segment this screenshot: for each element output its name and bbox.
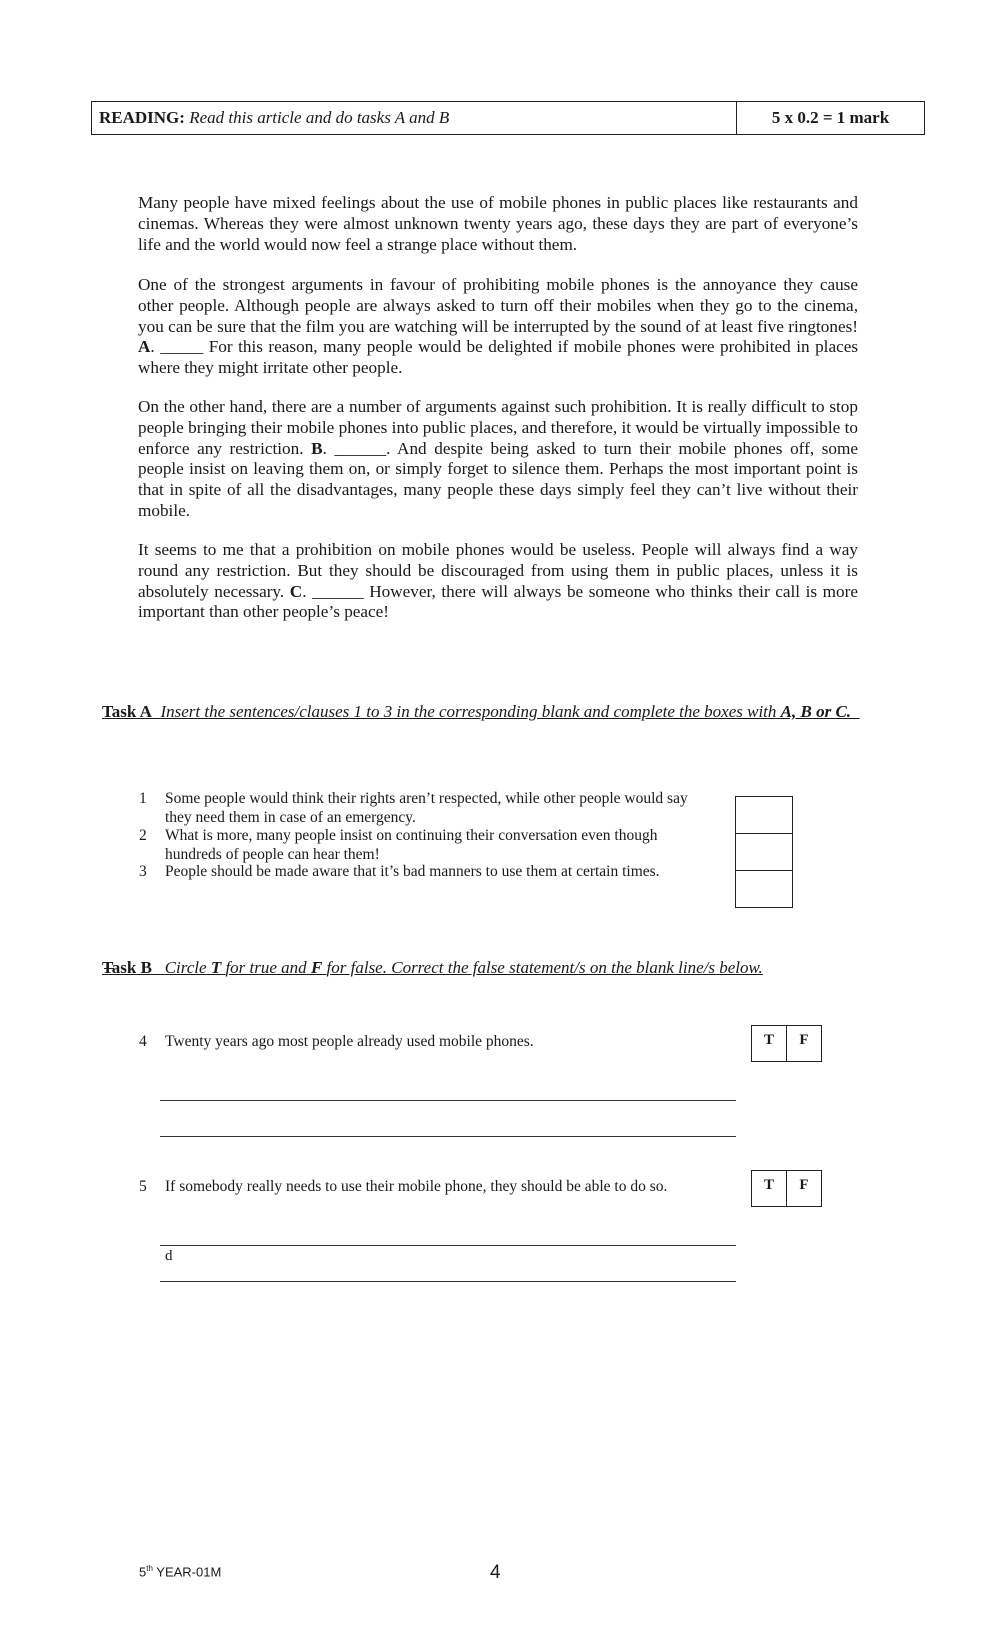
item-text: Twenty years ago most people already used mobile phones. <box>165 1033 534 1050</box>
paragraph-text: For this reason, many people would be delighted if mobile phones were prohibited in places where they might irritate other people. <box>138 337 859 378</box>
item-number: 2 <box>139 827 147 844</box>
article-paragraph-2 <box>138 275 858 379</box>
article-paragraph-3 <box>138 397 858 522</box>
section-instruction <box>92 102 736 134</box>
blank-c: . ______ <box>302 581 364 601</box>
answer-box-2[interactable] <box>735 833 793 871</box>
true-false-box-5 <box>752 1170 822 1207</box>
article-paragraph-4 <box>138 540 858 623</box>
task-b-instruction-2: for true and <box>225 958 307 977</box>
task-b-instruction-f: F <box>310 958 323 977</box>
item-text-line-2: they need them in case of an emergency. <box>165 809 416 826</box>
blank-letter-a: A <box>138 337 151 357</box>
true-option[interactable]: T <box>751 1025 787 1062</box>
section-header <box>91 101 925 135</box>
item-number: 3 <box>139 863 147 880</box>
task-b-title <box>102 958 763 978</box>
task-a-label: Task A <box>102 702 152 721</box>
item-number: 4 <box>139 1033 147 1050</box>
answer-box-1[interactable] <box>735 796 793 834</box>
paragraph-text: However, there will always be someone who thinks their call is more important than other people’s peace! <box>138 581 858 622</box>
paragraph-text: It seems to me that a prohibition on mobile phones would be useless. People will always find a way round any restriction. But they should be discouraged from using them in public places, unless it is absolutely necessary. <box>138 540 858 601</box>
true-option[interactable]: T <box>751 1170 787 1207</box>
item-number: 5 <box>139 1178 147 1195</box>
answer-line[interactable] <box>160 1245 736 1246</box>
task-a-title <box>102 702 860 722</box>
task-b-instruction-1: Circle <box>164 958 207 977</box>
false-option[interactable]: F <box>786 1025 822 1062</box>
item-number: 1 <box>139 790 147 807</box>
item-text-line-1: People should be made aware that it’s bad manners to use them at certain times. <box>165 863 660 880</box>
page-number: 4 <box>490 1562 501 1583</box>
true-false-box-4 <box>752 1025 822 1062</box>
article-paragraph-1 <box>138 193 858 255</box>
section-label: READING: <box>99 108 185 127</box>
paragraph-text: And despite being asked to turn their mobile phones off, some people insist on leaving them on, or simply forget to silence them. Perhaps the most important point is that in spite of all the disadvantages, many people these days simply feel they can’t live without their mobile. <box>138 438 858 520</box>
item-text-line-2: hundreds of people can hear them! <box>165 846 380 863</box>
footer-year-number: 5 <box>139 1564 147 1580</box>
blank-letter-c: C <box>289 581 303 601</box>
footer-year-sup: th <box>146 1564 153 1573</box>
task-b-instruction-3: for false. Correct the false statement/s on the blank line/s below. <box>326 958 763 977</box>
answer-line[interactable] <box>160 1100 736 1101</box>
paragraph-text: On the other hand, there are a number of arguments against such prohibition. It is really difficult to stop people bringing their mobile phones into public places, and therefore, it would be virtually impossible to enforce any restriction. <box>138 397 858 458</box>
item-text-line-1: What is more, many people insist on continuing their conversation even though <box>165 827 658 844</box>
section-instruction-text: Read this article and do tasks A and B <box>189 108 450 127</box>
answer-box-3[interactable] <box>735 870 793 908</box>
paragraph-text: One of the strongest arguments in favour of prohibiting mobile phones is the annoyance they cause other people. Although people are always asked to turn off their mobiles when they go to the cinema, you can be sure that the film you are watching will be interrupted by the sound of at least five ringtones! <box>138 275 858 336</box>
handwritten-mark: d <box>165 1248 173 1264</box>
task-b-instruction-t: T <box>210 958 222 977</box>
footer-year-code <box>139 1564 221 1579</box>
footer-year-rest: YEAR-01M <box>152 1564 222 1580</box>
marks-value: 5 x 0.2 = 1 mark <box>736 102 924 134</box>
false-option[interactable]: F <box>786 1170 822 1207</box>
task-a-answer-boxes <box>735 797 793 908</box>
paragraph-text: Many people have mixed feelings about the use of mobile phones in public places like restaurants and cinemas. Whereas they were almost unknown twenty years ago, these days they are part of everyone’s life and the world would now feel a strange place without them. <box>138 193 858 254</box>
answer-line[interactable] <box>160 1136 736 1137</box>
answer-line[interactable] <box>160 1281 736 1282</box>
item-text: If somebody really needs to use their mobile phone, they should be able to do so. <box>165 1178 668 1195</box>
task-b-label: Task B <box>102 958 152 977</box>
blank-b: . ______. <box>322 438 391 458</box>
task-a-instruction-options: A, B or C. <box>780 702 852 721</box>
task-a-instruction: Insert the sentences/clauses 1 to 3 in the corresponding blank and complete the boxes with <box>160 702 777 721</box>
blank-letter-b: B <box>311 438 323 458</box>
item-text-line-1: Some people would think their rights aren’t respected, while other people would say <box>165 790 688 807</box>
blank-a: . _____ <box>150 337 204 357</box>
